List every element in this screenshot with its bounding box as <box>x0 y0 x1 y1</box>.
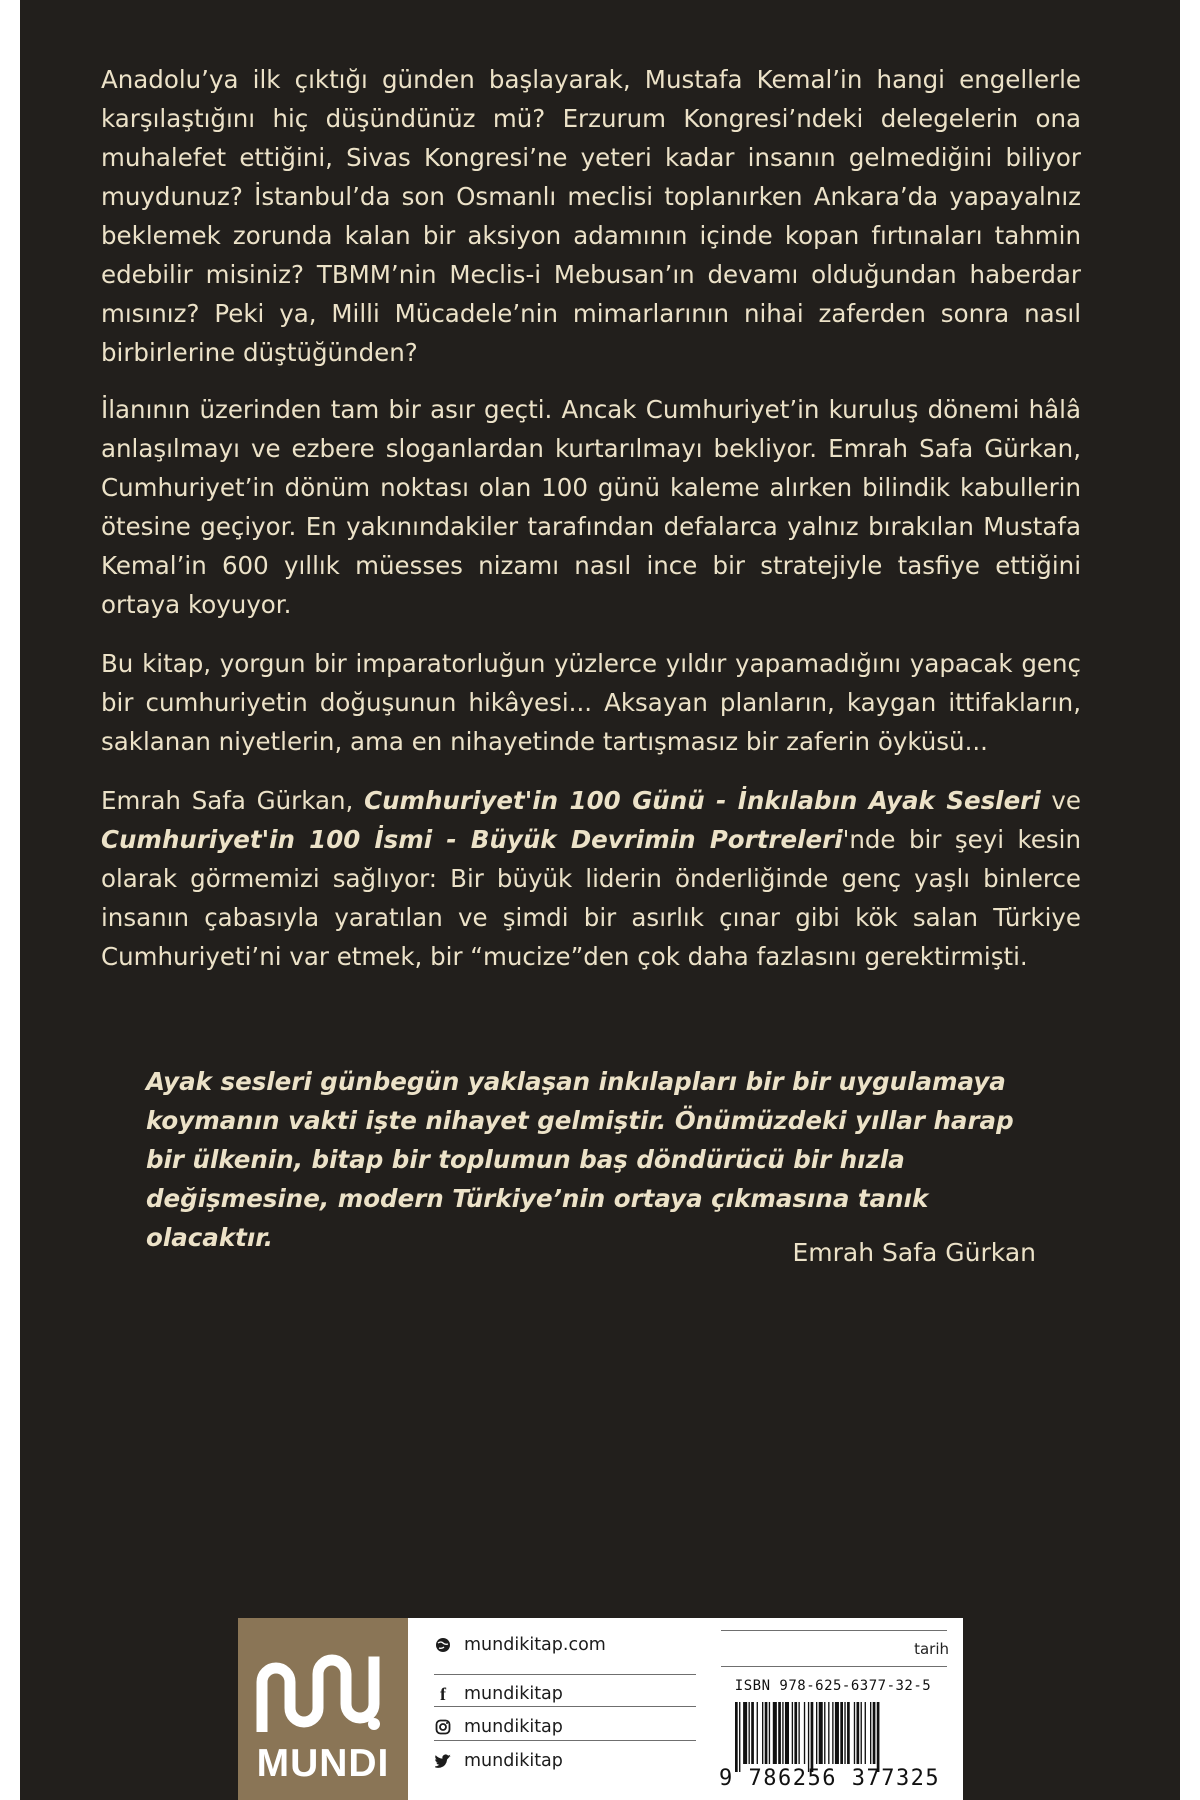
barcode-bar <box>873 1702 876 1764</box>
divider <box>434 1674 696 1675</box>
facebook-icon: f <box>440 1683 446 1704</box>
barcode-bar <box>861 1702 862 1764</box>
barcode-bar <box>870 1702 871 1764</box>
barcode-bar <box>749 1702 750 1764</box>
barcode-bar <box>857 1702 860 1764</box>
barcode-bar <box>865 1702 866 1764</box>
facebook-label: mundikitap <box>464 1684 563 1704</box>
barcode-bar <box>854 1702 855 1764</box>
barcode-bar <box>847 1702 850 1764</box>
isbn-label: ISBN 978-625-6377-32-5 <box>734 1678 932 1694</box>
twitter-label: mundikitap <box>464 1751 563 1771</box>
twitter-icon <box>434 1752 452 1770</box>
barcode-bar <box>743 1702 747 1764</box>
blurb-paragraph-4-rest: 'nde bir şeyi kesin olarak görmemizi sağlıyor: Bir büyük liderin önderliğinde genç yaşlı binlerce insanın çabasıyla yaratılan ve şimdi bir asırlık çınar gibi kök salan Türkiye Cumhuriyeti’ni var etmek, bir “mucize”den çok daha fazlasını gerektirmişti. <box>101 825 1081 971</box>
website-label: mundikitap.com <box>464 1635 606 1655</box>
barcode-bar <box>765 1702 768 1764</box>
barcode-bar <box>785 1702 789 1764</box>
barcode-bar <box>819 1702 823 1764</box>
barcode-bar <box>811 1702 814 1772</box>
publisher-name: MUNDI <box>256 1742 390 1785</box>
barcode-bar <box>840 1702 843 1764</box>
barcode-bar <box>804 1702 805 1764</box>
instagram-link[interactable] <box>434 1711 696 1743</box>
barcode-bar <box>844 1702 845 1764</box>
barcode-bar <box>816 1702 817 1764</box>
conjunction: ve <box>1040 786 1081 815</box>
blurb-paragraph-3: Bu kitap, yorgun bir imparatorluğun yüzlerce yıldır yapamadığını yapacak genç bir cumhuriyetin doğuşunun hikâyesi... Aksayan planların, kaygan ittifakların, saklanan niyetlerin, ama en nihayetinde tartışmasız bir zaferin öyküsü... <box>101 649 1081 756</box>
divider <box>721 1630 947 1631</box>
mundi-wave-logo-icon <box>256 1644 390 1732</box>
barcode-bar <box>877 1702 880 1772</box>
barcode-bar <box>762 1702 763 1764</box>
author-quote: Ayak sesleri günbegün yaklaşan inkılapları bir bir uygulamaya koymanın vakti işte nihayet gelmiştir. Önümüzdeki yıllar harap bir ülkenin, bitap bir toplumun baş döndürücü bir hızla değişmesine, modern Türkiye’nin ortaya çıkmasına tanık olacaktır. <box>146 1067 1014 1252</box>
book-title-1: Cumhuriyet'in 100 Günü - İnkılabın Ayak Sesleri <box>364 786 1041 815</box>
barcode-digits: 9 786256 377325 <box>719 1766 941 1791</box>
barcode-bar <box>832 1702 833 1764</box>
category-label: tarih <box>914 1640 949 1658</box>
twitter-link[interactable] <box>434 1745 696 1777</box>
instagram-label: mundikitap <box>464 1717 563 1737</box>
barcode <box>735 1702 941 1772</box>
globe-icon <box>434 1636 452 1654</box>
blurb-paragraph-4 <box>101 781 1081 976</box>
divider <box>434 1740 696 1741</box>
barcode-bar <box>739 1702 740 1772</box>
barcode-bar <box>773 1702 777 1764</box>
barcode-bar <box>782 1702 783 1764</box>
isbn-box <box>705 1618 963 1800</box>
author-mention: Emrah Safa Gürkan, <box>101 786 365 815</box>
quote-author: Emrah Safa Gürkan <box>792 1238 1036 1267</box>
barcode-bar <box>808 1702 809 1772</box>
barcode-bar <box>794 1702 797 1764</box>
barcode-bar <box>751 1702 754 1764</box>
barcode-bar <box>824 1702 825 1764</box>
barcode-bar <box>735 1702 738 1772</box>
blurb-paragraph-2: İlanının üzerinden tam bir asır geçti. Ancak Cumhuriyet’in kuruluş dönemi hâlâ anlaşılmayı ve ezbere sloganlardan kurtarılmayı bekliyor. Emrah Safa Gürkan, Cumhuriyet’in dönüm noktası olan 100 günü kaleme alırken bilindik kabullerin ötesine geçiyor. En yakınındakiler tarafından defalarca yalnız bırakılan Mustafa Kemal’in 600 yıllık müesses nizamı nasıl ince bir stratejiyle tasfiye ettiğini ortaya koyuyor. <box>101 395 1081 619</box>
barcode-bar <box>798 1702 799 1764</box>
barcode-bar <box>778 1702 781 1764</box>
divider <box>434 1706 696 1707</box>
barcode-bar <box>769 1702 770 1764</box>
book-title-2: Cumhuriyet'in 100 İsmi - Büyük Devrimin Portreleri <box>101 825 843 854</box>
blurb-paragraph-1: Anadolu’ya ilk çıktığı günden başlayarak, Mustafa Kemal’in hangi engellerle karşılaştığını hiç düşündünüz mü? Erzurum Kongresi’ndeki delegelerin ona muhalefet ettiğini, Sivas Kongresi’ne yeteri kadar insanın gelmediğini biliyor muydunuz? İstanbul’da son Osmanlı meclisi toplanırken Ankara’da yapayalnız beklemek zorunda kalan bir aksiyon adamının içinde kopan fırtınaları tahmin edebilir misiniz? TBMM’nin Meclis-i Mebusan’ın devamı olduğundan haberdar mısınız? Peki ya, Milli Mücadele’nin mimarlarının nihai zaferden sonra nasıl birbirlerine düştüğünden? <box>101 65 1081 367</box>
barcode-bar <box>828 1702 829 1764</box>
barcode-bar <box>835 1702 839 1764</box>
barcode-bar <box>757 1702 758 1764</box>
barcode-bar <box>792 1702 793 1764</box>
blurb-text <box>101 60 1081 996</box>
publisher-logo-box <box>238 1618 408 1800</box>
social-links <box>408 1618 705 1800</box>
instagram-icon <box>434 1718 452 1736</box>
website-link[interactable] <box>434 1629 696 1661</box>
divider <box>721 1666 947 1667</box>
